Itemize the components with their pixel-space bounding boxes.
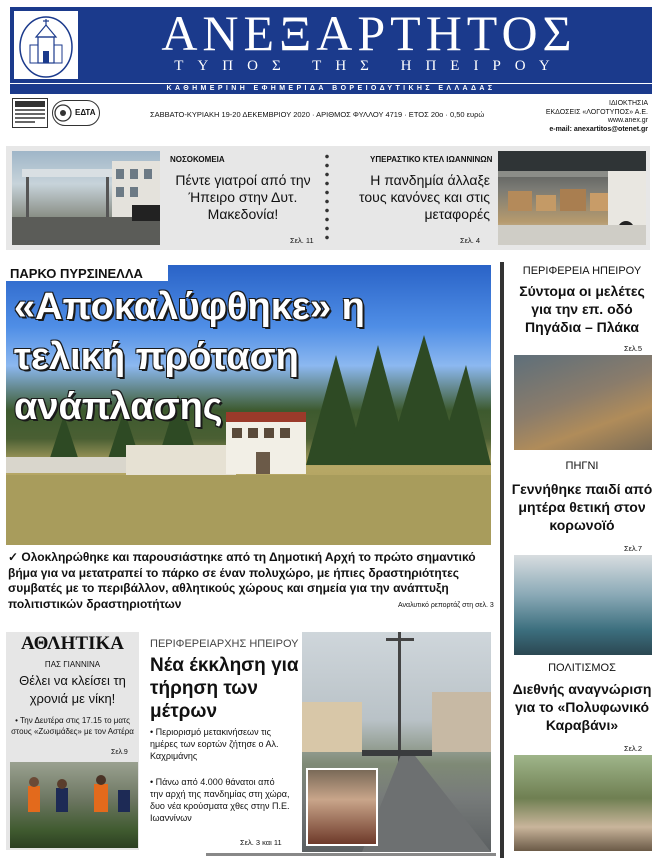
sidebar-3-page-ref: Σελ.2 — [624, 744, 642, 753]
owner-label: ΙΔΙΟΚΤΗΣΙΑ — [609, 100, 648, 107]
teaser-2-title[interactable]: Η πανδημία άλλαξε τους κανόνες και στις μεταφορές — [359, 172, 490, 222]
sidebar-1-kicker: ΠΕΡΙΦΕΡΕΙΑ ΗΠΕΙΡΟΥ — [522, 265, 642, 277]
governor-headline[interactable]: Νέα έκκληση για τήρηση των μέτρων — [150, 655, 299, 722]
press-association-badge — [12, 98, 48, 128]
teaser-2-kicker: ΥΠΕΡΑΣΤΙΚΟ ΚΤΕΛ ΙΩΑΝΝΙΝΩΝ — [370, 155, 493, 164]
owner-website: www.anex.gr — [607, 117, 648, 125]
governor-bullet-1: • Περιορισμό μετακινήσεων τις ημέρες των εορτών ζήτησε ο Αλ. Καχριμάνης — [150, 727, 279, 761]
governor-bullet-2: • Πάνω από 4.000 θάνατοι από την αρχή της πανδημίας στη χώρα, δυο νέα κρούσματα χθες στην Π.Ε. Ιωαννίνων — [150, 777, 290, 823]
governor-portrait-inset — [306, 768, 378, 846]
teaser-1-kicker: ΝΟΣΟΚΟΜΕΙΑ — [170, 155, 225, 164]
owner-publisher: ΕΚΔΟΣΕΙΣ «ΛΟΓΟΤΥΠΟΣ» Α.Ε. — [545, 108, 648, 116]
esiep-label: ΕΔΤΑ — [75, 108, 96, 117]
teaser-2-page-ref: Σελ. 4 — [460, 236, 481, 245]
bus-photo-illustration — [498, 151, 646, 245]
governor-kicker: ΠΕΡΙΦΕΡΕΙΑΡΧΗΣ ΗΠΕΙΡΟΥ — [150, 638, 299, 650]
masthead-tagline: ΚΑΘΗΜΕΡΙΝΗ ΕΦΗΜΕΡΙΔΑ ΒΟΡΕΙΟΔΥΤΙΚΗΣ ΕΛΛΑΔΑΣ — [10, 84, 652, 94]
press-badge-icon — [13, 99, 47, 127]
sidebar-divider — [500, 262, 504, 858]
sports-kicker: ΠΑΣ ΓΙΑΝΝΙΝΑ — [44, 660, 101, 669]
governor-page-ref: Σελ. 3 και 11 — [240, 838, 282, 847]
issue-info: ΣΑΒΒΑΤΟ-ΚΥΡΙΑΚΗ 19-20 ΔΕΚΕΜΒΡΙΟΥ 2020 · ΑΡΙΘΜΟΣ ΦΥΛΛΟΥ 4719 · ΕΤΟΣ 20ο · 0,50 ευρώ — [150, 110, 485, 119]
newspaper-logo — [12, 9, 80, 81]
masthead-subtitle: ΤΥΠΟΣ ΤΗΣ ΗΠΕΙΡΟΥ — [174, 58, 564, 74]
football-photo-illustration — [10, 762, 138, 848]
sidebar-1-title[interactable]: Σύντομα οι μελέτες για την επ. οδό Πηγάδια – Πλάκα — [519, 283, 645, 335]
teaser-divider — [325, 152, 329, 244]
bus-luggage-photo — [498, 151, 646, 245]
sports-headline[interactable]: Θέλει να κλείσει τη χρονιά με νίκη! — [19, 673, 126, 706]
hospital-photo-illustration — [12, 151, 160, 245]
sidebar-2-title[interactable]: Γεννήθηκε παιδί από μητέρα θετική στον κορωνοϊό — [511, 481, 653, 533]
sports-subhead: • Την Δευτέρα στις 17.15 το ματς στους «Ζωσιμάδες» με τον Αστέρα — [11, 716, 134, 736]
lead-kicker: ΠΑΡΚΟ ΠΥΡΣΙΝΕΛΛΑ — [10, 266, 143, 281]
sidebar-3-kicker: ΠΟΛΙΤΙΣΜΟΣ — [548, 662, 616, 674]
owner-email: e-mail: anexartitos@otenet.gr — [549, 125, 648, 133]
lead-headline[interactable]: «Αποκαλύφθηκε» η τελική πρόταση ανάπλασης — [14, 286, 365, 428]
teaser-1-title[interactable]: Πέντε γιατροί από την Ήπειρο στην Δυτ. Μακεδονία! — [175, 172, 311, 222]
church-emblem-icon — [14, 11, 78, 79]
football-training-photo — [10, 762, 138, 848]
hospital-entrance-photo — [12, 151, 160, 245]
teaser-1-page-ref: Σελ. 11 — [290, 236, 314, 245]
masthead-title: ΑΝΕΞΑΡΤΗΤΟΣ — [161, 5, 577, 61]
polyphonic-caravan-photo — [514, 755, 652, 851]
lead-summary: ✓ Ολοκληρώθηκε και παρουσιάστηκε από τη Δημοτική Αρχή το πρώτο σημαντικό βήμα για να μετατραπεί το πάρκο σε έναν πολυχώρο, με ήπιες δραστηριότητες συμβατές με το περιβάλλον, αθλητικούς χώρους και σημεία για την ανάπτυξη πολιτιστικών δραστηριοτήτων — [8, 550, 476, 611]
esiep-badge — [52, 100, 100, 126]
sidebar-3-title[interactable]: Διεθνής αναγνώριση για το «Πολυφωνικό Καραβάνι» — [512, 681, 652, 733]
ownership-block — [520, 100, 648, 134]
lead-page-ref: Αναλυτικό ρεπορτάζ στη σελ. 3 — [398, 602, 494, 609]
sidebar-2-page-ref: Σελ.7 — [624, 544, 642, 553]
bottom-divider — [206, 853, 496, 856]
sidebar-2-kicker: ΠΗΓΝΙ — [565, 460, 599, 472]
sports-page-ref: Σελ.9 — [111, 749, 128, 756]
sidebar-1-page-ref: Σελ.5 — [624, 344, 642, 353]
rockfall-road-photo — [514, 355, 652, 450]
sports-section-title: ΑΘΛΗΤΙΚΑ — [21, 633, 124, 654]
medical-staff-photo — [514, 555, 652, 655]
